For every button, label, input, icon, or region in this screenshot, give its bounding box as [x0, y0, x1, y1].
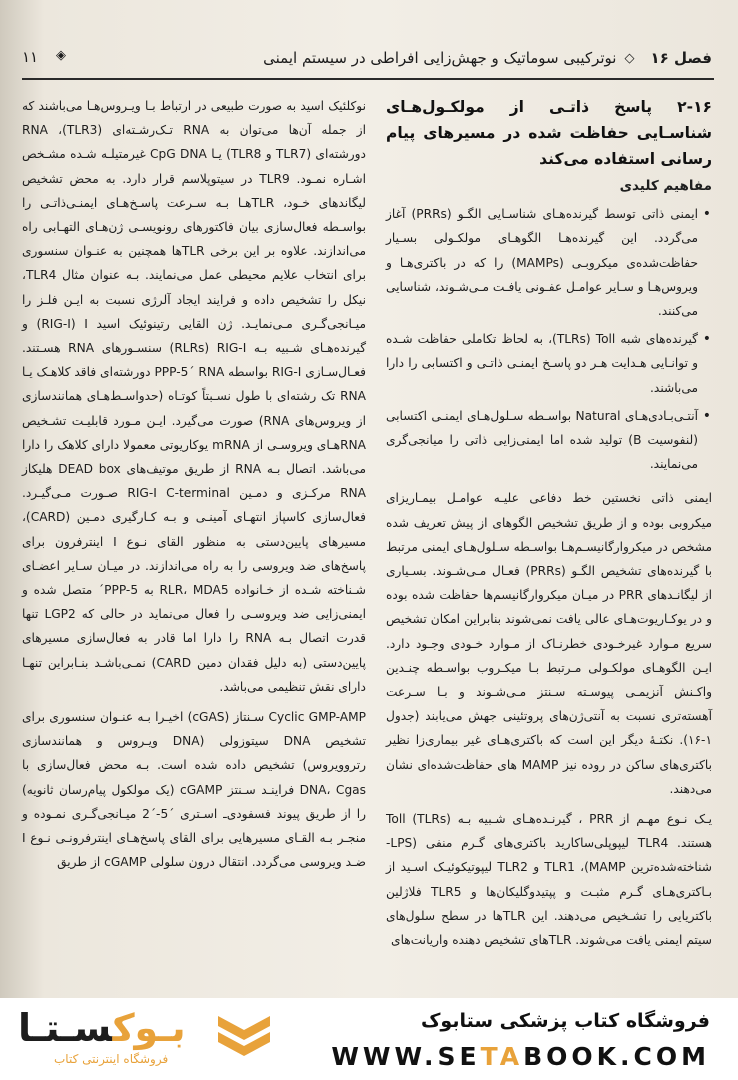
- header-rule: [22, 78, 714, 80]
- running-header: [22, 44, 712, 72]
- store-name: فروشگاه کتاب پزشکی ستابوک: [420, 1010, 710, 1032]
- chapter-label: فصل ۱۶: [650, 49, 712, 67]
- store-url[interactable]: WWW.SETABOOK.COM: [331, 1042, 710, 1071]
- page-number: ۱۱: [22, 48, 39, 66]
- diamond-icon: ◇: [624, 50, 635, 66]
- section-title: ۲-۱۶ پاسخ ذاتـی از مولکـول‌هـای شناسـایی حفاظت شده در مسیرهای پیام رسانی استفاده می‌کند: [386, 98, 712, 168]
- list-item: • آنتـی‌بـادی‌هـای Natural بواسـطه سـلول‌هـای ایمنـی اکتسابی (لنفوسیت B) تولید شده اما ایمنی‌زایی ذاتی را میانجی‌گری می‌نمایند.: [386, 404, 698, 477]
- body-paragraph: ایمنی ذاتی نخستین خط دفاعی علیـه عوامـل بیمـاریزای میکروبی بوده و از طریق تشخیص الگوهای از پیش تعریف شده مشخص در میکروارگانیسـم‌هـا بواسـطه سـلول‌هـای ایمنی مرتبط با گیرنده‌های تشخیص الگـو (PRRs) فعـال مـی‌شـوند. بسـیاری از لیگانـدهای PRR در میـان میکروارگانیسم‌ها حفاظت شده بوده و در یوکـاریوت‌هـای عالی یافت نمی‌شوند بنابراین امکان تشخیص سریع مـوارد غیرخـودی خطرنـاک از مـوارد خـودی وجـود دارد. ایـن الگوهـای مولکـولی مـرتبط بـا میکـروب بواسـطه چنـدین واکـنش آنزیمـی پیوسـته سـنتز مـی‌شـوند و بـا سـرعت آهسته‌تری نسبت به آنتی‌ژن‌های پروتئینی جهش می‌یابند (جدول ۱-۱۶). نکتـهٔ دیگر این است که باکتری‌هـای غیر بیماری‌زا نظیر باکتری‌های ساکن در روده نیز MAMP های حفاظت‌شده‌ای نشان می‌دهند.: [386, 491, 713, 796]
- running-title: نوترکیبی سوماتیک و جهش‌زایی افراطی در سیستم ایمنی: [263, 49, 617, 67]
- diamond-icon: ◈: [56, 48, 66, 63]
- right-column: [386, 94, 712, 958]
- key-concepts-list: [386, 202, 712, 476]
- body-paragraph: یـک نـوع مهـم از PRR ، گیرنـده‌هـای شـبیه بـه Toll (TLRs) هستند. TLR4 لیپوپلی‌ساکارید باکتری‌های گـرم منفی (LPS- شناخته‌شده‌ترین MAMP)، TLR1 و TLR2 لیپوتیکوئیـک اسـید از بـاکتری‌هـای گـرم مثبـت و پپتیدوگلیکان‌ها و TLR5 فلاژلین باکتریایی را تشـخیص می‌دهند. این TLRها در سطح سلول‌های سیتم ایمنی یافت می‌شوند. TLRهای تشخیص دهنده واریانت‌های: [386, 812, 712, 948]
- body-paragraph: Cyclic GMP-AMP سـنتاز (cGAS) اخیـرا بـه عنـوان سنسوری برای تشخیص DNA سیتوزولی (DNA ویـروس و همانندسازی رتروویروس) تشخیص داده شده است. بـه محض فعال‌سازی با DNA، Cgas فراینـد سـنتز cGAMP (یک مولکول پیام‌رسان ثانویه) را از طریق پیوند فسفودی‌ـ اسـتری ΄5-΄2 میـانجی‌گـری نمـوده و منجـر بـه القـای مسیرهایی برای القای پاسخ‌هـای اینترفرونـی نـوع I ضـد ویروسی می‌گردد. انتقال درون سلولی cGAMP از طریق: [22, 710, 367, 870]
- list-item: • گیرنده‌های شبه Toll ‏(TLRs)، به لحاظ تکاملی حفاظت شـده و توانـایی هـدایت هـر دو پاسـخ ایمنـی ذاتـی و اکتسابی را دارا می‌باشند.: [386, 327, 698, 400]
- store-banner: [0, 998, 738, 1080]
- keywords-heading: مفاهیم کلیدی: [619, 178, 712, 194]
- store-logo[interactable]: [18, 1006, 318, 1074]
- left-column: [22, 94, 366, 881]
- logo-subtitle: فروشگاه اینترنتی کتاب: [54, 1052, 169, 1066]
- body-paragraph: نوکلئیک اسید به صورت طبیعی در ارتباط بـا ویـروس‌هـا می‌باشند که از جمله آن‌ها می‌توان به RNA تـک‌رشـته‌ای (TLR3)، RNA دورشته‌ای (TLR7 و TLR8) یـا CpG DNA غیرمتیلـه شـده مشـخص اشـاره نمـود. TLR9 در سیتوپلاسم قرار دارد. به محض تشخیص لیگاندهای خـود، TLRهـا بـه سـرعت پاسـخ‌هـای ایمنـی‌ذاتـی را بواسـطه فعال‌سازی بیان فاکتورهای رونویسـی ژن‌هـای التهـابی راه می‌اندازند. علاوه بر این برخی TLRها همچنین به عنـوان سنسوری برای انتخاب علایم محیطی عمل می‌نمایند. بـه عنوان مثال TLR4، نیکل را تشخیص داده و فرایند ایجاد آلرژی نسبت به ایـن فلـز را میـانجی‌گـری مـی‌نمایـد. ژن القایی رتینوئیک اسید I ‏(RIG-I) و گیرنده‌هـای شـبیه بـه RIG-I ‏(RLRs) سنسـورهای RNA هسـتند. فعـال‌سـازی RIG-I بواسطه PPP-5΄ RNA دورشته‌ای فاقد کلاهـک یـا RNA تک رشته‌ای با طول نسـبتاً کوتـاه (حدواسـط‌هـای همانندسازی از ویروس‌های RNA) صورت می‌گیرد. ایـن مـورد قابلیـت تشـخیص RNAهـای ویروسـی از mRNA یوکاریوتی معمولا دارای کلاهک را دارا می‌باشد. اتصال بـه RNA از طریق موتیف‌های DEAD box هلیکاز RNA مرکـزی و دمـین RIG-I C-terminal صـورت مـی‌گیـرد. فعال‌سازی کاسپاز انتهـای آمینـی و بـه کـارگیری دمـین (CARD)، مسیرهای پایین‌دستی به منظور القای نـوع I اینترفرون برای پاسخ‌های ضد ویروسی را به راه می‌اندازند. در میـان سـایر اعضـای شـناخته شـده از خـانواده RLR، MDA5 به PPP-5΄ متصل شده و ایمنی‌زایی ضد ویروسـی را فعال می‌نماید در حالی که LGP2 تنها قدرت اتصال بـه RNA را دارا اما قادر به فعال‌سازی مسیرهای پایین‌دستی (به دلیل فقدان دمین CARD) نمـی‌باشـد بنـابراین تنهـا دارای نقش تنظیمی می‌باشد.: [21, 99, 367, 694]
- logo-wordmark: بـوکسـتـا: [18, 1006, 186, 1050]
- list-item: • ایمنی ذاتی توسط گیرنده‌هـای شناسـایی الگـو (PRRs) آغاز می‌گردد. این گیرنده‌هـا الگوهـای مولکـولی بسـیار حفاظت‌شده‌ی میکروبـی (MAMPs) را که در باکتری‌هـا و ویروس‌هـا و سـایر عوامـل عفـونی یافـت مـی‌شـوند، شناسایی می‌کنند.: [386, 202, 698, 323]
- book-chevron-icon: [214, 1010, 274, 1066]
